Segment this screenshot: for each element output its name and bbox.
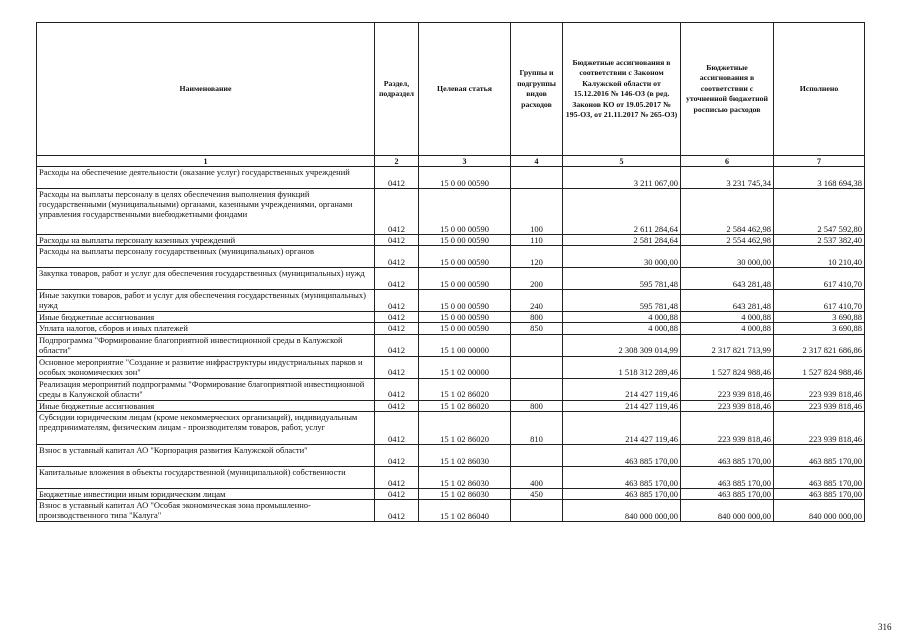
row-section: 0412 (375, 189, 419, 235)
row-target: 15 0 00 00590 (419, 167, 511, 189)
table-row (37, 235, 865, 246)
row-refined-amount: 643 281,48 (681, 268, 774, 290)
row-section: 0412 (375, 312, 419, 323)
row-target: 15 0 00 00590 (419, 290, 511, 312)
row-section: 0412 (375, 400, 419, 411)
row-group: 120 (511, 246, 563, 268)
row-section: 0412 (375, 268, 419, 290)
row-section: 0412 (375, 466, 419, 488)
row-group: 100 (511, 189, 563, 235)
row-name: Субсидии юридическим лицам (кроме некоммерческих организаций), индивидуальным предпринимателям, физическим лицам - производителям товаров, работ, услуг (37, 411, 375, 444)
row-target: 15 0 00 00590 (419, 246, 511, 268)
row-executed-amount: 3 690,88 (774, 312, 865, 323)
table-row (37, 488, 865, 499)
row-law-amount: 2 581 284,64 (563, 235, 681, 246)
row-target: 15 0 00 00590 (419, 189, 511, 235)
row-group: 240 (511, 290, 563, 312)
row-group: 850 (511, 323, 563, 334)
row-refined-amount: 30 000,00 (681, 246, 774, 268)
row-section: 0412 (375, 500, 419, 522)
column-number: 5 (563, 156, 681, 167)
budget-table (36, 22, 865, 522)
row-name: Реализация мероприятий подпрограммы "Формирование благоприятной инвестиционной среды в Калужской области" (37, 378, 375, 400)
row-executed-amount: 617 410,70 (774, 268, 865, 290)
row-executed-amount: 2 547 592,80 (774, 189, 865, 235)
row-name: Бюджетные инвестиции иным юридическим лицам (37, 488, 375, 499)
row-executed-amount: 223 939 818,46 (774, 400, 865, 411)
row-refined-amount: 463 885 170,00 (681, 466, 774, 488)
header-section: Раздел, подраздел (375, 23, 419, 156)
header-row (37, 23, 865, 156)
row-law-amount: 2 611 284,64 (563, 189, 681, 235)
row-name: Расходы на выплаты персоналу в целях обеспечения выполнения функций государственными (муниципальными) органами, казенными учреждениями, органами управления государственными внебюджетными фондами (37, 189, 375, 235)
page-number: 316 (878, 622, 892, 632)
row-section: 0412 (375, 378, 419, 400)
row-name: Расходы на обеспечение деятельности (оказание услуг) государственных учреждений (37, 167, 375, 189)
row-name: Подпрограмма "Формирование благоприятной инвестиционной среды в Калужской области" (37, 334, 375, 356)
table-row (37, 356, 865, 378)
row-section: 0412 (375, 323, 419, 334)
row-section: 0412 (375, 235, 419, 246)
row-law-amount: 4 000,88 (563, 323, 681, 334)
column-number: 4 (511, 156, 563, 167)
row-name: Уплата налогов, сборов и иных платежей (37, 323, 375, 334)
row-target: 15 1 02 86020 (419, 378, 511, 400)
row-name: Основное мероприятие "Создание и развитие инфраструктуры индустриальных парков и особых экономических зон" (37, 356, 375, 378)
row-refined-amount: 2 554 462,98 (681, 235, 774, 246)
table-row (37, 466, 865, 488)
row-group: 800 (511, 400, 563, 411)
row-group (511, 167, 563, 189)
row-refined-amount: 223 939 818,46 (681, 411, 774, 444)
table-row (37, 500, 865, 522)
header-groups: Группы и подгруппы видов расходов (511, 23, 563, 156)
row-law-amount: 2 308 309 014,99 (563, 334, 681, 356)
row-executed-amount: 2 537 382,40 (774, 235, 865, 246)
row-law-amount: 463 885 170,00 (563, 488, 681, 499)
row-group: 400 (511, 466, 563, 488)
column-number: 7 (774, 156, 865, 167)
row-executed-amount: 617 410,70 (774, 290, 865, 312)
row-name: Расходы на выплаты персоналу государственных (муниципальных) органов (37, 246, 375, 268)
column-number: 1 (37, 156, 375, 167)
row-section: 0412 (375, 334, 419, 356)
row-group (511, 500, 563, 522)
row-section: 0412 (375, 488, 419, 499)
row-refined-amount: 223 939 818,46 (681, 378, 774, 400)
row-executed-amount: 223 939 818,46 (774, 411, 865, 444)
table-row (37, 323, 865, 334)
row-refined-amount: 223 939 818,46 (681, 400, 774, 411)
row-group: 800 (511, 312, 563, 323)
row-target: 15 0 00 00590 (419, 323, 511, 334)
row-group: 200 (511, 268, 563, 290)
table-row (37, 411, 865, 444)
row-executed-amount: 463 885 170,00 (774, 444, 865, 466)
row-executed-amount: 3 690,88 (774, 323, 865, 334)
row-refined-amount: 840 000 000,00 (681, 500, 774, 522)
row-section: 0412 (375, 290, 419, 312)
column-number: 3 (419, 156, 511, 167)
row-group: 810 (511, 411, 563, 444)
column-number: 2 (375, 156, 419, 167)
row-law-amount: 463 885 170,00 (563, 466, 681, 488)
row-group: 450 (511, 488, 563, 499)
row-refined-amount: 463 885 170,00 (681, 444, 774, 466)
row-law-amount: 1 518 312 289,46 (563, 356, 681, 378)
row-law-amount: 595 781,48 (563, 268, 681, 290)
row-name: Иные бюджетные ассигнования (37, 400, 375, 411)
row-name: Иные бюджетные ассигнования (37, 312, 375, 323)
row-executed-amount: 463 885 170,00 (774, 488, 865, 499)
row-law-amount: 463 885 170,00 (563, 444, 681, 466)
row-section: 0412 (375, 356, 419, 378)
row-refined-amount: 2 584 462,98 (681, 189, 774, 235)
row-executed-amount: 223 939 818,46 (774, 378, 865, 400)
row-law-amount: 214 427 119,46 (563, 411, 681, 444)
row-executed-amount: 1 527 824 988,46 (774, 356, 865, 378)
row-target: 15 1 02 86030 (419, 444, 511, 466)
row-group: 110 (511, 235, 563, 246)
table-row (37, 378, 865, 400)
table-row (37, 312, 865, 323)
column-number: 6 (681, 156, 774, 167)
row-target: 15 1 02 86020 (419, 400, 511, 411)
row-target: 15 1 02 86030 (419, 488, 511, 499)
row-name: Закупка товаров, работ и услуг для обеспечения государственных (муниципальных) нужд (37, 268, 375, 290)
row-target: 15 1 02 00000 (419, 356, 511, 378)
row-name: Капитальные вложения в объекты государственной (муниципальной) собственности (37, 466, 375, 488)
row-section: 0412 (375, 444, 419, 466)
row-section: 0412 (375, 246, 419, 268)
table-row (37, 167, 865, 189)
row-section: 0412 (375, 411, 419, 444)
header-law-appropriations: Бюджетные ассигнования в соответствии с Законом Калужской области от 15.12.2016 № 146-ОЗ (в ред. Законов КО от 19.05.2017 № 195-ОЗ, от 21.11.2017 № 265-ОЗ) (563, 23, 681, 156)
row-target: 15 1 02 86030 (419, 466, 511, 488)
row-name: Взнос в уставный капитал АО "Особая экономическая зона промышленно-производственного типа "Калуга" (37, 500, 375, 522)
row-refined-amount: 4 000,88 (681, 323, 774, 334)
table-row (37, 290, 865, 312)
table-row (37, 189, 865, 235)
row-law-amount: 214 427 119,46 (563, 400, 681, 411)
row-refined-amount: 643 281,48 (681, 290, 774, 312)
row-refined-amount: 3 231 745,34 (681, 167, 774, 189)
table-body (37, 167, 865, 522)
row-law-amount: 595 781,48 (563, 290, 681, 312)
row-law-amount: 3 211 067,00 (563, 167, 681, 189)
row-law-amount: 840 000 000,00 (563, 500, 681, 522)
row-name: Взнос в уставный капитал АО "Корпорация развития Калужской области" (37, 444, 375, 466)
header-target: Целевая статья (419, 23, 511, 156)
row-section: 0412 (375, 167, 419, 189)
table-row (37, 246, 865, 268)
row-target: 15 0 00 00590 (419, 235, 511, 246)
row-executed-amount: 3 168 694,38 (774, 167, 865, 189)
row-target: 15 1 00 00000 (419, 334, 511, 356)
table-row (37, 444, 865, 466)
row-target: 15 0 00 00590 (419, 312, 511, 323)
header-executed: Исполнено (774, 23, 865, 156)
row-executed-amount: 840 000 000,00 (774, 500, 865, 522)
row-law-amount: 214 427 119,46 (563, 378, 681, 400)
row-law-amount: 30 000,00 (563, 246, 681, 268)
budget-table-page (36, 22, 892, 632)
header-name: Наименование (37, 23, 375, 156)
row-refined-amount: 463 885 170,00 (681, 488, 774, 499)
row-group (511, 334, 563, 356)
row-refined-amount: 2 317 821 713,99 (681, 334, 774, 356)
row-target: 15 1 02 86020 (419, 411, 511, 444)
row-law-amount: 4 000,88 (563, 312, 681, 323)
row-executed-amount: 10 210,40 (774, 246, 865, 268)
row-group (511, 378, 563, 400)
row-target: 15 0 00 00590 (419, 268, 511, 290)
table-row (37, 268, 865, 290)
row-executed-amount: 463 885 170,00 (774, 466, 865, 488)
row-target: 15 1 02 86040 (419, 500, 511, 522)
table-row (37, 334, 865, 356)
row-name: Иные закупки товаров, работ и услуг для обеспечения государственных (муниципальных) нужд (37, 290, 375, 312)
row-group (511, 356, 563, 378)
table-row (37, 400, 865, 411)
row-group (511, 444, 563, 466)
row-refined-amount: 1 527 824 988,46 (681, 356, 774, 378)
column-number-row (37, 156, 865, 167)
row-refined-amount: 4 000,88 (681, 312, 774, 323)
row-executed-amount: 2 317 821 686,86 (774, 334, 865, 356)
header-refined-appropriations: Бюджетные ассигнования в соответствии с уточненной бюджетной росписью расходов (681, 23, 774, 156)
row-name: Расходы на выплаты персоналу казенных учреждений (37, 235, 375, 246)
